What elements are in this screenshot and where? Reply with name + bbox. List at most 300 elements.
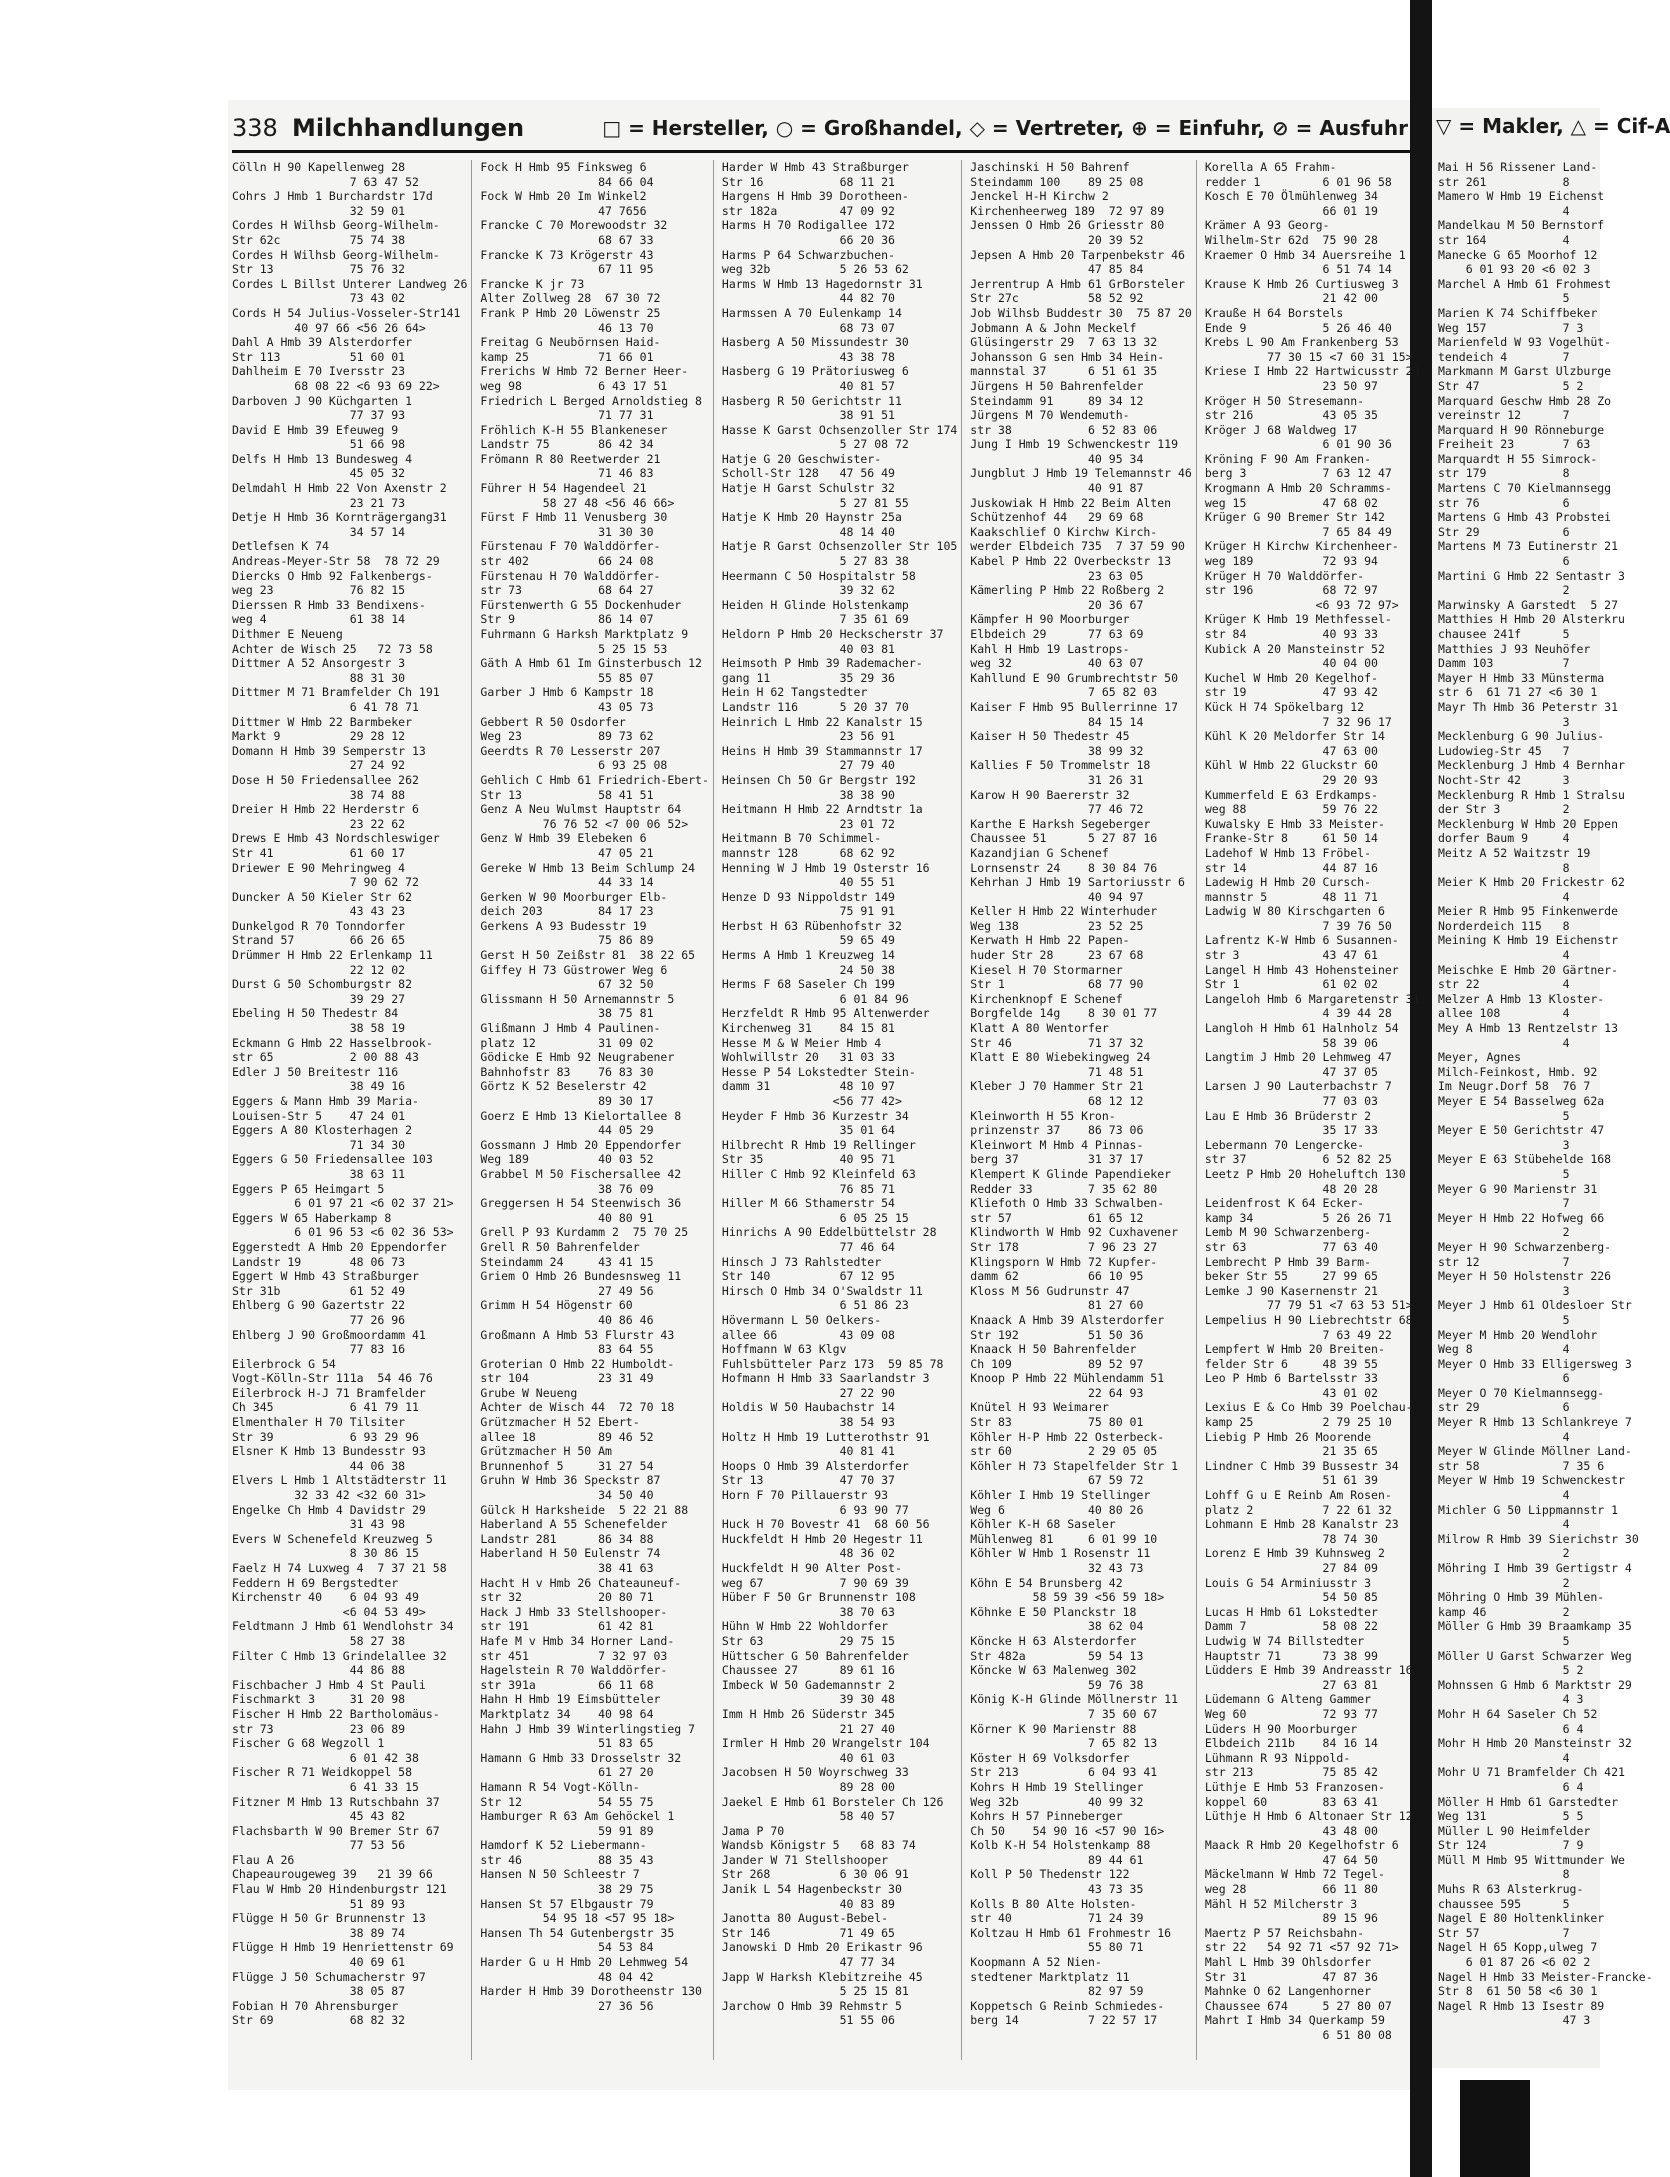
directory-entry-line: Meyer E 50 Gerichtstr 47 (1438, 1123, 1605, 1138)
directory-column-4 (970, 160, 1197, 2060)
directory-entry-line: Flügge H Hmb 19 Henriettenstr 69 (232, 1940, 454, 1955)
directory-entry-line: 84 15 14 (970, 714, 1144, 729)
directory-entry-line: Kämpfer H 90 Moorburger (970, 612, 1130, 627)
directory-entry-line: <56 77 42> (721, 1094, 902, 1108)
directory-entry-line: Lohff G u E Reinb Am Rosen- (1204, 1488, 1392, 1503)
directory-entry-line: Knoop P Hmb 22 Mühlendamm 51 (970, 1371, 1165, 1386)
directory-entry-line: 5 (1438, 1312, 1570, 1327)
directory-entry-line: str 40 71 24 39 (970, 1911, 1144, 1926)
directory-entry-line: Meyer G 90 Marienstr 31 (1438, 1181, 1598, 1196)
directory-entry-line: 5 25 15 81 (721, 1984, 909, 1999)
directory-entry-line: 2 (1438, 1546, 1570, 1561)
directory-entry-line: Köncke W 63 Malenweg 302 (970, 1663, 1137, 1678)
directory-entry-line: Francke C 70 Morewoodstr 32 (480, 218, 668, 233)
directory-entry-line: 71 34 30 (232, 1137, 406, 1152)
directory-entry-line: Mohr U 71 Bramfelder Ch 421 (1438, 1765, 1625, 1780)
directory-entry-line: str 37 6 52 82 25 (1204, 1152, 1392, 1167)
directory-entry-line: Klatt A 80 Wentorfer (970, 1021, 1109, 1036)
directory-entry-line: Freiheit 23 7 63 (1438, 437, 1591, 452)
directory-entry-line: 89 30 17 (480, 1094, 654, 1108)
directory-entry-line: Schützenhof 44 29 69 68 (970, 510, 1144, 525)
directory-entry-line: Ch 109 89 52 97 (970, 1356, 1144, 1371)
directory-entry-line: 8 (1438, 860, 1570, 875)
directory-entry-line: Nagel H 65 Kopp,ulweg 7 (1438, 1940, 1598, 1955)
directory-entry-line: Hasberg R 50 Gerichtstr 11 (721, 393, 902, 408)
page-number: 338 (232, 114, 278, 142)
directory-entry-line: Marquard Geschw Hmb 28 Zo (1438, 393, 1612, 408)
directory-entry-line: Kallies F 50 Trommelstr 18 (970, 758, 1151, 773)
directory-entry-line: 51 61 39 (1204, 1473, 1378, 1488)
directory-entry-line: Str 192 51 50 36 (970, 1327, 1144, 1342)
directory-entry-line: Meining K Hmb 19 Eichenstr (1438, 933, 1619, 948)
directory-entry-line: Landstr 19 48 06 73 (232, 1254, 406, 1269)
directory-entry-line: Garber J Hmb 6 Kampstr 18 (480, 685, 654, 700)
directory-entry-line: Heitmann B 70 Schimmel- (721, 831, 882, 846)
directory-entry-line: str 451 7 32 97 03 (480, 1648, 668, 1663)
directory-entry-line: str 191 61 42 81 (480, 1619, 654, 1634)
directory-entry-line: Imbeck W 50 Gademannstr 2 (721, 1677, 895, 1692)
directory-entry-line: Krüger K Hmb 19 Methfessel- (1204, 612, 1392, 627)
directory-entry-line: Str 8 61 50 58 <6 30 1 (1438, 1984, 1598, 1999)
directory-entry-line: Hahn J Hmb 39 Winterlingstieg 7 (480, 1721, 696, 1736)
directory-entry-line: Duncker A 50 Kieler Str 62 (232, 889, 413, 904)
directory-entry-line: Lucas H Hmb 61 Lokstedter (1204, 1604, 1378, 1619)
directory-entry-line: Mahl L Hmb 39 Ohlsdorfer (1204, 1955, 1372, 1970)
directory-entry-line: Gerkens A 93 Budesstr 19 (480, 918, 647, 933)
directory-entry-line: Kröning F 90 Am Franken- (1204, 451, 1372, 466)
directory-entry-line: Delmdahl H Hmb 22 Von Axenstr 2 (232, 481, 447, 496)
directory-entry-line: Martens M 73 Eutinerstr 21 (1438, 539, 1619, 554)
directory-entry-line: Mäckelmann W Hmb 72 Tegel- (1204, 1867, 1385, 1882)
directory-entry-line: weg 15 47 68 02 (1204, 495, 1378, 510)
directory-entry-line: Jepsen A Hmb 20 Tarpenbekstr 46 (970, 247, 1185, 262)
directory-entry-line: 7 63 49 22 (1204, 1327, 1392, 1342)
directory-entry-line: Langel H Hmb 43 Hohensteiner (1204, 962, 1399, 977)
directory-entry-line: Lafrentz K-W Hmb 6 Susannen- (1204, 933, 1399, 948)
directory-entry-line: Heldorn P Hmb 20 Heckscherstr 37 (721, 627, 944, 641)
directory-entry-line: 4 (1438, 948, 1570, 963)
directory-entry-line: str 6 61 71 27 <6 30 1 (1438, 685, 1598, 700)
directory-entry-line: 6 51 86 23 (721, 1298, 909, 1313)
directory-column-5 (1205, 160, 1424, 2060)
directory-entry-line: 7 (1438, 1196, 1570, 1211)
directory-entry-line: Francke K jr 73 (480, 276, 585, 291)
directory-entry-line: Meyer, Agnes (1438, 1050, 1522, 1065)
directory-entry-line: Steindamm 91 89 34 12 (970, 393, 1144, 408)
directory-entry-line: str 216 43 05 35 (1204, 408, 1378, 423)
directory-entry-line: Kummerfeld E 63 Erdkamps- (1204, 787, 1378, 802)
directory-entry-line: weg 88 59 76 22 (1204, 802, 1378, 817)
directory-entry-line: Fischmarkt 3 31 20 98 (232, 1692, 406, 1707)
directory-entry-line: Mahrt I Hmb 34 Querkamp 59 (1204, 2013, 1385, 2028)
directory-entry-line: 4 (1438, 1488, 1570, 1503)
directory-entry-line: Lemke J 90 Kasernenstr 21 (1204, 1283, 1378, 1298)
directory-entry-line: Ludowieg-Str 45 7 (1438, 743, 1570, 758)
directory-entry-line: 71 48 51 (970, 1064, 1144, 1079)
directory-entry-line: Görtz K 52 Beselerstr 42 (480, 1079, 647, 1094)
directory-entry-line: str 57 61 65 12 (970, 1210, 1144, 1225)
directory-entry-line: str 196 68 72 97 (1204, 583, 1378, 598)
directory-entry-line: Scholl-Str 128 47 56 49 (721, 466, 895, 481)
directory-entry-line: chaussee 595 5 (1438, 1896, 1570, 1911)
directory-entry-line: Kleinwort M Hmb 4 Pinnas- (970, 1137, 1144, 1152)
directory-entry-line: 40 94 97 (970, 889, 1144, 904)
directory-entry-line: Cohrs J Hmb 1 Burchardstr 17d (232, 189, 433, 204)
directory-entry-line: Holtz H Hmb 19 Lutterothstr 91 (721, 1429, 930, 1444)
directory-entry-line: Manecke G 65 Moorhof 12 (1438, 247, 1598, 262)
directory-entry-line: Im Neugr.Dorf 58 76 7 (1438, 1079, 1591, 1094)
directory-entry-line: 5 25 15 53 (480, 641, 668, 656)
directory-columns (232, 160, 1420, 2060)
directory-entry-line: 58 59 39 <56 59 18> (970, 1590, 1165, 1605)
directory-entry-line: Mahnke O 62 Langenhorner (1204, 1984, 1372, 1999)
directory-entry-line: Meyer H 50 Holstenstr 226 (1438, 1269, 1612, 1284)
directory-entry-line: Flügge J 50 Schumacherstr 97 (232, 1969, 426, 1984)
directory-entry-line: Hatje R Garst Ochsenzoller Str 105 (721, 539, 958, 554)
directory-entry-line: Fobian H 70 Ahrensburger (232, 1998, 399, 2013)
directory-entry-line: str 32 20 80 71 (480, 1590, 654, 1605)
directory-entry-line: 4 (1438, 1750, 1570, 1765)
directory-entry-line: Harder G u H Hmb 20 Lehmweg 54 (480, 1955, 689, 1970)
directory-entry-line: Japp W Harksh Klebitzreihe 45 (721, 1969, 923, 1984)
directory-entry-line: Herms A Hmb 1 Kreuzweg 14 (721, 948, 895, 963)
directory-entry-line: Steindamm 24 43 41 15 (480, 1254, 654, 1269)
directory-entry-line: Grimm H 54 Högenstr 60 (480, 1298, 633, 1313)
directory-entry-line: 38 49 16 (232, 1079, 406, 1094)
directory-entry-line: Griem O Hmb 26 Bundesnsweg 11 (480, 1269, 682, 1284)
directory-entry-line: 8 (1438, 1867, 1570, 1882)
directory-entry-line: 45 43 82 (232, 1809, 406, 1824)
directory-entry-line: Fischer H Hmb 22 Bartholomäus- (232, 1706, 440, 1721)
directory-entry-line: Juskowiak H Hmb 22 Beim Alten (970, 495, 1172, 510)
directory-entry-line: Jürgens M 70 Wendemuth- (970, 408, 1130, 423)
directory-entry-line: Koopmann A 52 Nien- (970, 1955, 1102, 1970)
directory-entry-line: 6 4 (1438, 1779, 1584, 1794)
directory-entry-line: 40 95 34 (970, 451, 1144, 466)
directory-entry-line: Markmann M Garst Ulzburge (1438, 364, 1612, 379)
directory-entry-line: Eggers W 65 Haberkamp 8 (232, 1210, 392, 1225)
directory-entry-line: Henning W J Hmb 19 Osterstr 16 (721, 860, 930, 875)
directory-entry-line: Mohr H 64 Saseler Ch 52 (1438, 1706, 1598, 1721)
directory-entry-line: 51 89 93 (232, 1896, 406, 1911)
directory-entry-line: Mohnssen G Hmb 6 Marktstr 29 (1438, 1677, 1632, 1692)
directory-entry-line: Cölln H 90 Kapellenweg 28 (232, 160, 406, 174)
directory-entry-line: 59 65 49 (721, 933, 895, 948)
directory-entry-line: stedtener Marktplatz 11 (970, 1969, 1130, 1984)
directory-entry-line: Glißmann J Hmb 4 Paulinen- (480, 1021, 661, 1036)
directory-entry-line: Lornsenstr 24 8 30 84 76 (970, 860, 1158, 875)
directory-entry-line: Detje H Hmb 36 Kornträgergang31 (232, 510, 447, 525)
directory-entry-line: 54 53 84 (480, 1940, 654, 1955)
directory-entry-line: Hasberg G 19 Prätoriusweg 6 (721, 364, 909, 379)
directory-entry-line: 4 (1438, 203, 1570, 218)
directory-entry-line: 6 01 90 36 (1204, 437, 1392, 452)
directory-entry-line: Markt 9 29 28 12 (232, 729, 406, 744)
directory-entry-line: Hofmann H Hmb 33 Saarlandstr 3 (721, 1371, 930, 1386)
directory-entry-line: Dahlheim E 70 Iversstr 23 (232, 364, 406, 379)
directory-entry-line: 21 35 65 (1204, 1444, 1378, 1459)
directory-entry-line: Dunkelgod R 70 Tonndorfer (232, 918, 406, 933)
directory-entry-line: Marwinsky A Garstedt 5 27 (1438, 597, 1619, 612)
directory-entry-line: 71 46 83 (480, 466, 654, 481)
directory-entry-line: Hüttscher G 50 Bahrenfelder (721, 1648, 909, 1663)
directory-entry-line: 43 48 00 (1204, 1823, 1378, 1838)
directory-entry-line: 38 89 74 (232, 1925, 406, 1940)
directory-entry-line: 38 38 90 (721, 787, 895, 802)
directory-entry-line: Gäth A Hmb 61 Im Ginsterbusch 12 (480, 656, 702, 671)
directory-entry-line: Matthies H Hmb 20 Alsterkru (1438, 612, 1625, 627)
directory-entry-line: Genz A Neu Wulmst Hauptstr 64 (480, 802, 682, 817)
directory-entry-line: 5 (1438, 291, 1570, 306)
directory-entry-line: 40 83 89 (721, 1896, 895, 1911)
directory-entry-line: str 213 75 85 42 (1204, 1765, 1378, 1780)
directory-entry-line: 40 69 61 (232, 1955, 406, 1970)
directory-entry-line: 23 21 73 (232, 495, 406, 510)
directory-entry-line: Krämer A 93 Georg- (1204, 218, 1330, 233)
directory-entry-line: Hinrichs A 90 Eddelbüttelstr 28 (721, 1225, 937, 1240)
directory-entry-line: Mecklenburg W Hmb 20 Eppen (1438, 816, 1619, 831)
directory-entry-line: Drews E Hmb 43 Nordschleswiger (232, 831, 440, 846)
directory-entry-line: Kolb K-H 54 Holstenkamp 88 (970, 1838, 1151, 1853)
directory-entry-line: 59 76 38 (970, 1677, 1144, 1692)
directory-entry-line: Heitmann H Hmb 22 Arndtstr 1a (721, 802, 923, 817)
directory-entry-line: 4 (1438, 1429, 1570, 1444)
directory-entry-line: 89 44 61 (970, 1852, 1144, 1867)
directory-entry-line: Kaiser F Hmb 95 Bullerrinne 17 (970, 699, 1179, 714)
directory-entry-line: Kraemer O Hmb 34 Auersreihe 1 (1204, 247, 1406, 262)
directory-entry-line: 2 (1438, 583, 1570, 598)
directory-entry-line: Lüdders E Hmb 39 Andreasstr 16 (1204, 1663, 1413, 1678)
directory-entry-line: Hilbrecht R Hmb 19 Rellinger (721, 1137, 916, 1152)
directory-entry-line: Hansen Th 54 Gutenbergstr 35 (480, 1925, 675, 1940)
directory-entry-line: Elvers L Hmb 1 Altstädterstr 11 (232, 1473, 447, 1488)
directory-entry-line: Dose H 50 Friedensallee 262 (232, 772, 419, 787)
directory-entry-line: Heinrich L Hmb 22 Kanalstr 15 (721, 714, 923, 729)
directory-entry-line: 46 13 70 (480, 320, 654, 335)
directory-entry-line: Str 268 6 30 06 91 (721, 1867, 909, 1882)
directory-entry-line: 67 32 50 (480, 977, 654, 992)
directory-entry-line: Marien K 74 Schiffbeker (1438, 305, 1598, 320)
directory-entry-line: 38 62 04 (970, 1619, 1144, 1634)
directory-entry-line: 38 74 88 (232, 787, 406, 802)
directory-entry-line: Lau E Hmb 36 Brüderstr 2 (1204, 1108, 1372, 1123)
directory-entry-line: 40 97 66 <56 26 64> (232, 320, 426, 335)
directory-entry-line: Meyer E 63 Stübehelde 168 (1438, 1152, 1612, 1167)
directory-entry-line: Grützmacher H 52 Ebert- (480, 1415, 640, 1430)
directory-entry-line: Köhnke E 50 Planckstr 18 (970, 1604, 1137, 1619)
directory-entry-line: Meyer R Hmb 13 Schlankreye 7 (1438, 1415, 1632, 1430)
directory-entry-line: Lempfert W Hmb 20 Breiten- (1204, 1342, 1385, 1357)
directory-entry-line: Harms H 70 Rodigallee 172 (721, 218, 895, 233)
directory-entry-line: Gereke W Hmb 13 Beim Schlump 24 (480, 860, 696, 875)
directory-entry-line: Mähl H 52 Milcherstr 3 (1204, 1896, 1358, 1911)
directory-entry-line: 58 27 38 (232, 1633, 406, 1648)
directory-entry-line: Ende 9 5 26 46 40 (1204, 320, 1392, 335)
directory-entry-line: Str 482a 59 54 13 (970, 1648, 1144, 1663)
directory-entry-line: 47 85 84 (970, 262, 1144, 277)
directory-entry-line: str 73 68 64 27 (480, 583, 654, 598)
directory-entry-line: 5 (1438, 1633, 1570, 1648)
directory-entry-line: 2 (1438, 1225, 1570, 1240)
directory-entry-line: Gruhn W Hmb 36 Speckstr 87 (480, 1473, 661, 1488)
directory-entry-line: Hatje G 20 Geschwister- (721, 451, 882, 466)
directory-entry-line: 32 59 01 (232, 203, 406, 218)
directory-entry-line: Kühl W Hmb 22 Gluckstr 60 (1204, 758, 1378, 773)
directory-entry-line: Str 1 61 02 02 (1204, 977, 1378, 992)
directory-entry-line: Chapeaurougeweg 39 21 39 66 (232, 1867, 433, 1882)
directory-entry-line: Vogt-Kölln-Str 111a 54 46 76 (232, 1371, 433, 1386)
directory-entry-line: 55 80 71 (970, 1940, 1144, 1955)
directory-entry-line: 32 33 42 <32 60 31> (232, 1488, 426, 1503)
directory-entry-line: 47 05 21 (480, 845, 654, 860)
directory-entry-line: Mecklenburg G 90 Julius- (1438, 729, 1605, 744)
directory-entry-line: Achter de Wisch 44 72 70 18 (480, 1400, 675, 1415)
directory-entry-line: Leo P Hmb 6 Bartelsstr 33 (1204, 1371, 1378, 1386)
directory-entry-line: 55 85 07 (480, 670, 654, 685)
directory-entry-line: Weg 131 5 5 (1438, 1809, 1584, 1824)
directory-entry-line: Haberland H 50 Eulenstr 74 (480, 1546, 661, 1561)
directory-entry-line: Jürgens H 50 Bahrenfelder (970, 378, 1144, 393)
directory-entry-line: 34 50 40 (480, 1488, 654, 1503)
directory-entry-line: 77 83 16 (232, 1342, 406, 1357)
directory-entry-line: Str 13 47 70 37 (721, 1473, 895, 1488)
directory-entry-line: Eggert W Hmb 43 Straßburger (232, 1269, 419, 1284)
directory-entry-line: Führer H 54 Hagendeel 21 (480, 481, 647, 496)
directory-entry-line: Harder H Hmb 39 Dorotheenstr 130 (480, 1984, 702, 1999)
directory-entry-line: Kaakschlief O Kirchw Kirch- (970, 524, 1158, 539)
directory-entry-line: Kiesel H 70 Stormarner (970, 962, 1123, 977)
directory-entry-line: gang 11 35 29 36 (721, 670, 895, 685)
directory-entry-line: Hühn W Hmb 22 Wohldorfer (721, 1619, 889, 1634)
directory-entry-line: Eggers G 50 Friedensallee 103 (232, 1152, 433, 1167)
directory-entry-line: Krause K Hmb 26 Curtiusweg 3 (1204, 276, 1399, 291)
directory-entry-line: 75 91 91 (721, 904, 895, 919)
directory-entry-line: Hüber F 50 Gr Brunnenstr 108 (721, 1590, 916, 1605)
directory-entry-line: Köhn E 54 Brunsberg 42 (970, 1575, 1123, 1590)
directory-entry-line: Karthe E Harksh Segeberger (970, 816, 1151, 831)
directory-entry-line: Meyer O Hmb 33 Elligersweg 3 (1438, 1356, 1632, 1371)
directory-entry-line: Kröger J 68 Waldweg 17 (1204, 422, 1358, 437)
directory-entry-line: Heiden H Glinde Holstenkamp (721, 597, 909, 612)
directory-entry-line: 38 70 63 (721, 1604, 895, 1619)
directory-entry-line: str 14 44 87 16 (1204, 860, 1378, 875)
directory-entry-line: 22 64 93 (970, 1385, 1144, 1400)
directory-entry-line: Frerichs W Hmb 72 Berner Heer- (480, 364, 689, 379)
directory-entry-line: Str 16 68 11 21 (721, 174, 895, 189)
directory-entry-line: 35 17 33 (1204, 1123, 1378, 1138)
directory-entry-line: 38 76 09 (480, 1181, 654, 1196)
directory-entry-line: Klindworth W Hmb 92 Cuxhavener (970, 1225, 1179, 1240)
directory-entry-line: Elmenthaler H 70 Tilsiter (232, 1415, 406, 1430)
directory-entry-line: Hasberg A 50 Missundestr 30 (721, 335, 909, 350)
directory-entry-line: Wohlwillstr 20 31 03 33 (721, 1050, 895, 1065)
directory-entry-line: Köster H 69 Volksdorfer (970, 1750, 1130, 1765)
directory-entry-line: Möller H Hmb 61 Garstedter (1438, 1794, 1619, 1809)
directory-entry-line: str 38 6 52 83 06 (970, 422, 1158, 437)
directory-entry-line: Harms P 64 Schwarzbuchen- (721, 247, 895, 262)
directory-entry-line: Koltzau H Hmb 61 Frohmestr 16 (970, 1925, 1172, 1940)
directory-entry-line: 84 66 04 (480, 174, 654, 189)
directory-entry-line: Fürstenwerth G 55 Dockenhuder (480, 597, 682, 612)
directory-entry-line: 3 (1438, 1283, 1570, 1298)
directory-entry-line: 32 43 73 (970, 1561, 1144, 1575)
directory-entry-line: Hoffmann W 63 Klgv (721, 1342, 847, 1357)
directory-entry-line: 47 3 (1438, 2013, 1591, 2028)
directory-entry-line: Borgfelde 14g 8 30 01 77 (970, 1006, 1158, 1021)
directory-entry-line: Ladehof W Hmb 13 Fröbel- (1204, 845, 1372, 860)
directory-entry-line: Kuwalsky E Hmb 33 Meister- (1204, 816, 1385, 831)
directory-entry-line: Landstr 75 86 42 34 (480, 437, 654, 452)
directory-entry-line: Kohrs H 57 Pinneberger (970, 1809, 1123, 1824)
directory-entry-line: Kosch E 70 Ölmühlenweg 34 (1204, 189, 1378, 204)
directory-entry-line: damm 31 48 10 97 (721, 1079, 895, 1094)
directory-entry-line: kamp 34 5 26 26 71 (1204, 1210, 1392, 1225)
directory-entry-line: 5 27 81 55 (721, 495, 909, 510)
directory-entry-line: Meyer O 70 Kielmannsegg- (1438, 1385, 1605, 1400)
directory-entry-line: 59 91 89 (480, 1823, 654, 1838)
directory-entry-line: Fock W Hmb 20 Im Winkel2 (480, 189, 647, 204)
directory-column-1 (232, 160, 472, 2060)
directory-entry-line: 31 43 98 (232, 1517, 406, 1532)
directory-entry-line: str 60 2 29 05 05 (970, 1444, 1158, 1459)
directory-entry-line: Hahn H Hmb 19 Eimsbütteler (480, 1692, 661, 1707)
directory-entry-line: Kuchel W Hmb 20 Kegelhof- (1204, 670, 1378, 685)
directory-entry-line: Faelz H 74 Luxweg 4 7 37 21 58 (232, 1561, 447, 1575)
directory-entry-line: Lüthje E Hmb 53 Franzosen- (1204, 1779, 1385, 1794)
directory-entry-line: Möhring I Hmb 39 Gertigstr 4 (1438, 1561, 1632, 1575)
directory-entry-line: 5 27 83 38 (721, 554, 909, 569)
directory-entry-line: Melzer A Hmb 13 Kloster- (1438, 991, 1605, 1006)
directory-entry-line: Hamann G Hmb 33 Drosselstr 32 (480, 1750, 682, 1765)
directory-entry-line: 27 22 90 (721, 1385, 895, 1400)
directory-entry-line: Glissmann H 50 Arnemannstr 5 (480, 991, 675, 1006)
directory-entry-line: str 261 8 (1438, 174, 1570, 189)
directory-entry-line: Cordes H Wilhsb Georg-Wilhelm- (232, 218, 440, 233)
directory-entry-line: Evers W Schenefeld Kreuzweg 5 (232, 1531, 433, 1546)
directory-entry-line: Kühl K 20 Meldorfer Str 14 (1204, 729, 1385, 744)
directory-entry-line: 77 26 96 (232, 1312, 406, 1327)
directory-entry-line: 5 27 08 72 (721, 437, 909, 452)
directory-entry-line: Fuhrmann G Harksh Marktplatz 9 (480, 627, 689, 641)
directory-entry-line: Weg 60 72 93 77 (1204, 1706, 1378, 1721)
directory-entry-line: str 12 7 (1438, 1254, 1570, 1269)
directory-entry-line: 21 42 00 (1204, 291, 1378, 306)
directory-entry-line: 27 36 56 (480, 1998, 654, 2013)
directory-entry-line: Redder 33 7 35 62 80 (970, 1181, 1158, 1196)
directory-entry-line: 5 (1438, 1108, 1570, 1123)
directory-entry-line: Chaussee 674 5 27 80 07 (1204, 1998, 1392, 2013)
directory-entry-line: 6 01 42 38 (232, 1750, 419, 1765)
directory-entry-line: Koll P 50 Thedenstr 122 (970, 1867, 1130, 1882)
directory-entry-line: weg 98 6 43 17 51 (480, 378, 668, 393)
directory-entry-line: 54 95 18 <57 95 18> (480, 1911, 675, 1926)
directory-entry-line: weg 28 66 11 80 (1204, 1882, 1378, 1897)
directory-entry-line: beker Str 55 27 99 65 (1204, 1269, 1378, 1284)
directory-entry-line: Frömann R 80 Reetwerder 21 (480, 451, 661, 466)
directory-entry-line: allee 108 4 (1438, 1006, 1570, 1021)
directory-entry-line: 51 55 06 (721, 2013, 895, 2028)
directory-entry-line: Str 41 61 60 17 (232, 845, 406, 860)
directory-entry-line: Krauße H 64 Borstels (1204, 305, 1344, 320)
directory-entry-line: 7 65 84 49 (1204, 524, 1392, 539)
directory-entry-line: 77 03 03 (1204, 1094, 1378, 1108)
directory-entry-line: Fock H Hmb 95 Finksweg 6 (480, 160, 647, 174)
directory-entry-line: Jacobsen H 50 Woyrschweg 33 (721, 1765, 909, 1780)
directory-entry-line: Hacht H v Hmb 26 Chateauneuf- (480, 1575, 682, 1590)
directory-entry-line: Cords H 54 Julius-Vosseler-Str141 (232, 305, 461, 320)
directory-entry-line: 58 40 57 (721, 1809, 895, 1824)
directory-entry-line: Diercks O Hmb 92 Falkenbergs- (232, 568, 433, 583)
